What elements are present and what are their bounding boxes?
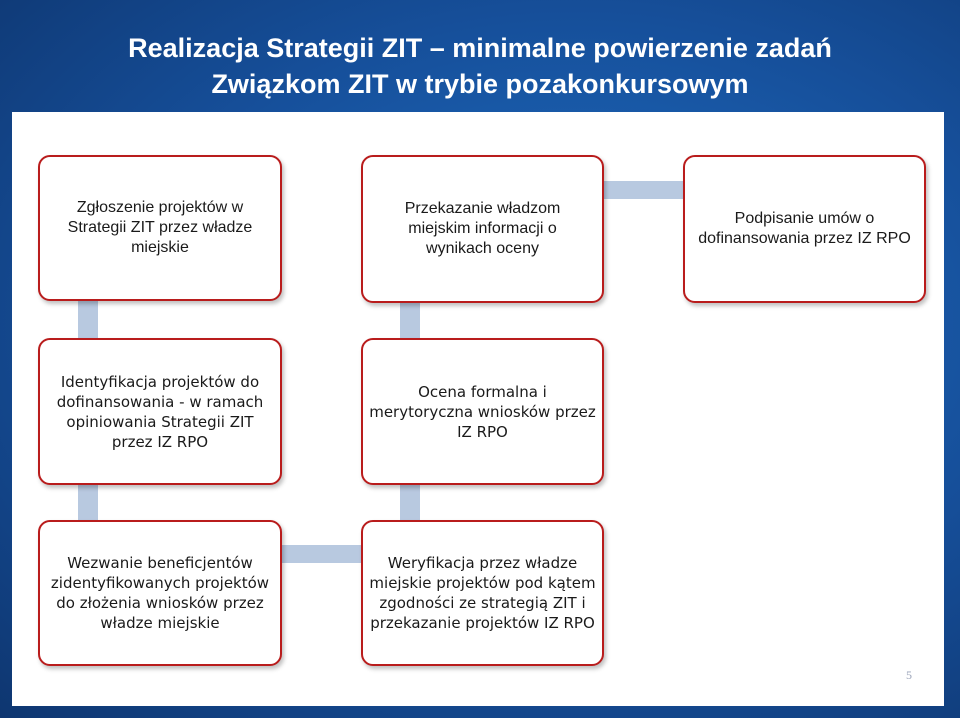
connector-step5-step6: [400, 302, 420, 338]
connector-step4-step5: [400, 484, 420, 520]
step-box-2: [38, 338, 282, 485]
step-2-text: Identyfikacja projektów do dofinansowania - w ramach opiniowania Strategii ZIT przez IZ RPO: [56, 372, 264, 451]
step-6-text: Przekazanie władzom miejskim informacji o wynikach oceny: [404, 200, 561, 257]
connector-step3-step4: [282, 545, 362, 563]
step-4-text: Weryfikacja przez władze miejskie projektów pod kątem zgodności ze strategią ZIT i przekazanie projektów IZ RPO: [369, 554, 596, 632]
title-line-2: Związkom ZIT w trybie pozakonkursowym: [211, 69, 749, 99]
step-box-3: [38, 520, 282, 666]
step-5-text: Ocena formalna i merytoryczna wniosków przez IZ RPO: [369, 382, 596, 441]
step-box-4: [361, 520, 604, 666]
step-1-text: Zgłoszenie projektów w Strategii ZIT przez władze miejskie: [67, 199, 253, 256]
connector-step1-step2: [78, 300, 98, 338]
step-box-6: [361, 155, 604, 303]
step-box-1: [38, 155, 282, 301]
step-box-5: [361, 338, 604, 485]
connector-step6-step7: [603, 181, 683, 199]
title-line-1: Realizacja Strategii ZIT – minimalne powierzenie zadań: [128, 33, 832, 63]
slide-title: [0, 30, 960, 102]
page-number: 5: [906, 668, 912, 682]
connector-step2-step3: [78, 484, 98, 520]
step-3-text: Wezwanie beneficjentów zidentyfikowanych projektów do złożenia wniosków przez władze miejskie: [50, 554, 270, 632]
step-box-7: [683, 155, 926, 303]
step-7-text: Podpisanie umów o dofinansowania przez IZ RPO: [698, 210, 911, 247]
